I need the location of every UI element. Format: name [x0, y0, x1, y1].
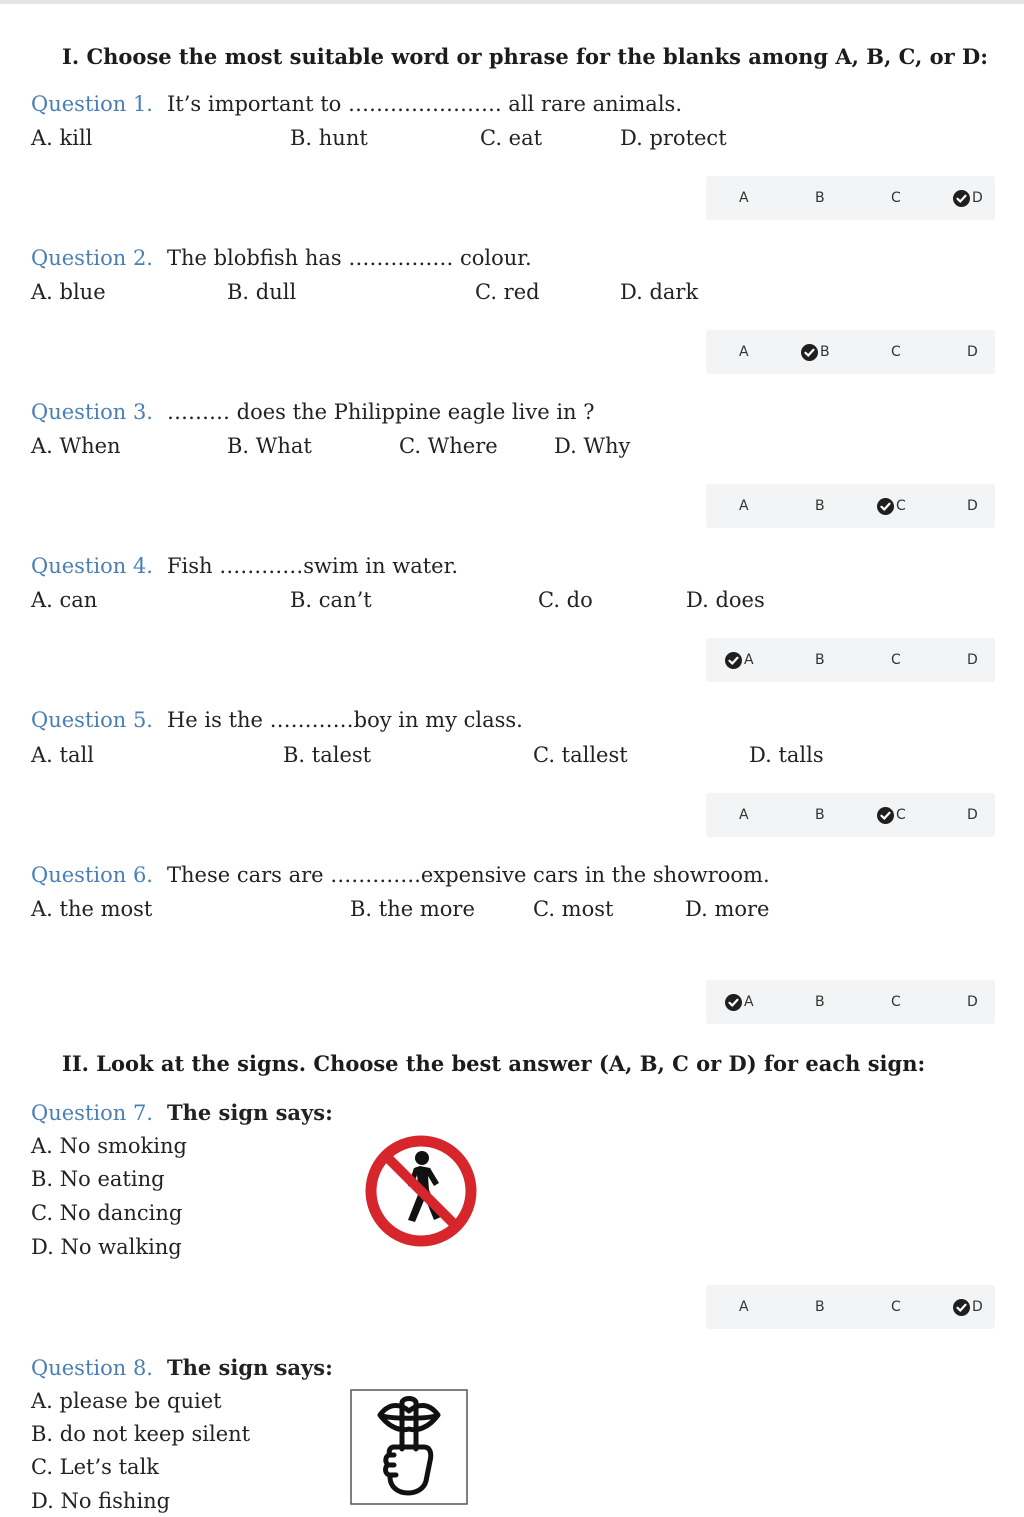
- check-circle-icon: [877, 498, 894, 515]
- answer-choice-d[interactable]: [967, 484, 978, 528]
- answer-choice-c[interactable]: [891, 330, 901, 374]
- question-1: [31, 92, 682, 116]
- no-walking-sign-icon: [364, 1134, 478, 1252]
- answer-letter: C: [891, 344, 901, 360]
- option-b: B. hunt: [290, 126, 368, 150]
- question-text: The blobfish has …………… colour.: [166, 246, 532, 270]
- answer-choice-b[interactable]: [815, 793, 825, 837]
- option-d: D. Why: [554, 434, 631, 458]
- answer-letter: B: [815, 807, 825, 823]
- answer-letter: A: [739, 190, 749, 206]
- question-label: Question 8.: [31, 1356, 153, 1380]
- answer-choice-d[interactable]: [967, 330, 978, 374]
- answer-letter: A: [739, 807, 749, 823]
- answer-choice-d[interactable]: [953, 176, 983, 220]
- answer-choice-a[interactable]: [739, 793, 749, 837]
- answer-choice-a[interactable]: [725, 638, 754, 682]
- answer-letter: C: [891, 1299, 901, 1315]
- option-b: B. No eating: [31, 1167, 165, 1191]
- question-3: [31, 400, 595, 424]
- question-text: The sign says:: [166, 1355, 333, 1380]
- answer-bar-q7: [706, 1285, 995, 1329]
- option-a: A. kill: [31, 126, 93, 150]
- question-text: He is the …………boy in my class.: [166, 708, 523, 732]
- answer-choice-a[interactable]: [739, 330, 749, 374]
- answer-letter: C: [896, 498, 906, 514]
- option-b: B. do not keep silent: [31, 1422, 251, 1446]
- question-label: Question 6.: [31, 863, 153, 887]
- option-a: A. When: [31, 434, 121, 458]
- answer-letter: A: [739, 344, 749, 360]
- answer-letter: D: [972, 190, 983, 206]
- answer-letter: A: [739, 498, 749, 514]
- answer-letter: A: [744, 994, 754, 1010]
- question-text: ……… does the Philippine eagle live in ?: [166, 400, 595, 424]
- question-6: [31, 863, 770, 887]
- answer-choice-a[interactable]: [739, 484, 749, 528]
- answer-bar-q6: [706, 980, 995, 1024]
- answer-letter: B: [815, 1299, 825, 1315]
- answer-letter: B: [815, 498, 825, 514]
- answer-letter: B: [820, 344, 830, 360]
- option-d: D. does: [686, 588, 765, 612]
- option-c: C. eat: [480, 126, 543, 150]
- check-circle-icon: [953, 1299, 970, 1316]
- option-a: A. please be quiet: [31, 1389, 222, 1413]
- answer-choice-c[interactable]: [877, 793, 906, 837]
- option-b: B. What: [227, 434, 312, 458]
- answer-letter: D: [967, 807, 978, 823]
- answer-choice-a[interactable]: [739, 1285, 749, 1329]
- option-b: B. talest: [283, 743, 372, 767]
- answer-letter: D: [967, 344, 978, 360]
- answer-choice-d[interactable]: [953, 1285, 983, 1329]
- answer-choice-b[interactable]: [815, 176, 825, 220]
- check-circle-icon: [725, 994, 742, 1011]
- answer-choice-c[interactable]: [891, 176, 901, 220]
- question-text: These cars are ………….expensive cars in the showroom.: [166, 863, 770, 887]
- question-2: [31, 246, 532, 270]
- answer-letter: B: [815, 994, 825, 1010]
- question-7: [31, 1100, 333, 1125]
- question-label: Question 5.: [31, 708, 153, 732]
- option-c: C. tallest: [533, 743, 628, 767]
- question-text: It’s important to …………………. all rare animals.: [166, 92, 682, 116]
- answer-choice-d[interactable]: [967, 980, 978, 1024]
- answer-letter: C: [896, 807, 906, 823]
- option-c: C. do: [538, 588, 593, 612]
- option-b: B. can’t: [290, 588, 372, 612]
- question-4: [31, 554, 458, 578]
- option-d: D. protect: [620, 126, 727, 150]
- answer-letter: D: [967, 994, 978, 1010]
- check-circle-icon: [953, 190, 970, 207]
- answer-letter: D: [972, 1299, 983, 1315]
- question-5: [31, 708, 523, 732]
- answer-bar-q1: [706, 176, 995, 220]
- option-a: A. the most: [31, 897, 153, 921]
- option-c: C. Where: [399, 434, 498, 458]
- answer-choice-c[interactable]: [891, 1285, 901, 1329]
- answer-choice-a[interactable]: [725, 980, 754, 1024]
- question-label: Question 2.: [31, 246, 153, 270]
- question-label: Question 4.: [31, 554, 153, 578]
- option-c: C. Let’s talk: [31, 1455, 160, 1479]
- quiet-finger-on-lips-sign-icon: [350, 1389, 468, 1510]
- option-a: A. can: [31, 588, 98, 612]
- question-label: Question 1.: [31, 92, 153, 116]
- answer-choice-c[interactable]: [877, 484, 906, 528]
- answer-choice-b[interactable]: [815, 638, 825, 682]
- question-label: Question 3.: [31, 400, 153, 424]
- answer-bar-q3: [706, 484, 995, 528]
- option-b: B. the more: [350, 897, 475, 921]
- answer-choice-c[interactable]: [891, 638, 901, 682]
- option-c: C. No dancing: [31, 1201, 183, 1225]
- option-c: C. most: [533, 897, 614, 921]
- answer-choice-d[interactable]: [967, 793, 978, 837]
- section-1-heading: I. Choose the most suitable word or phrase for the blanks among A, B, C, or D:: [62, 44, 988, 69]
- question-label: Question 7.: [31, 1101, 153, 1125]
- question-text: Fish …………swim in water.: [166, 554, 458, 578]
- check-circle-icon: [725, 652, 742, 669]
- answer-bar-q5: [706, 793, 995, 837]
- answer-choice-d[interactable]: [967, 638, 978, 682]
- option-a: A. tall: [31, 743, 94, 767]
- option-a: A. blue: [31, 280, 106, 304]
- option-d: D. dark: [620, 280, 699, 304]
- answer-bar-q2: [706, 330, 995, 374]
- question-text: The sign says:: [166, 1100, 333, 1125]
- answer-letter: A: [739, 1299, 749, 1315]
- answer-letter: A: [744, 652, 754, 668]
- option-d: D. more: [685, 897, 770, 921]
- answer-choice-b[interactable]: [815, 980, 825, 1024]
- check-circle-icon: [877, 807, 894, 824]
- option-b: B. dull: [227, 280, 297, 304]
- option-d: D. No fishing: [31, 1489, 171, 1513]
- answer-choice-b[interactable]: [815, 1285, 825, 1329]
- answer-choice-b[interactable]: [815, 484, 825, 528]
- top-divider: [0, 0, 1024, 4]
- section-2-heading: II. Look at the signs. Choose the best answer (A, B, C or D) for each sign:: [62, 1051, 926, 1076]
- answer-choice-c[interactable]: [891, 980, 901, 1024]
- check-circle-icon: [801, 344, 818, 361]
- answer-letter: D: [967, 498, 978, 514]
- answer-letter: B: [815, 190, 825, 206]
- option-d: D. talls: [749, 743, 824, 767]
- answer-letter: D: [967, 652, 978, 668]
- answer-letter: B: [815, 652, 825, 668]
- answer-letter: C: [891, 994, 901, 1010]
- option-d: D. No walking: [31, 1235, 182, 1259]
- answer-bar-q4: [706, 638, 995, 682]
- answer-choice-b[interactable]: [801, 330, 830, 374]
- option-a: A. No smoking: [31, 1134, 187, 1158]
- option-c: C. red: [475, 280, 540, 304]
- question-8: [31, 1355, 333, 1380]
- answer-letter: C: [891, 190, 901, 206]
- answer-letter: C: [891, 652, 901, 668]
- answer-choice-a[interactable]: [739, 176, 749, 220]
